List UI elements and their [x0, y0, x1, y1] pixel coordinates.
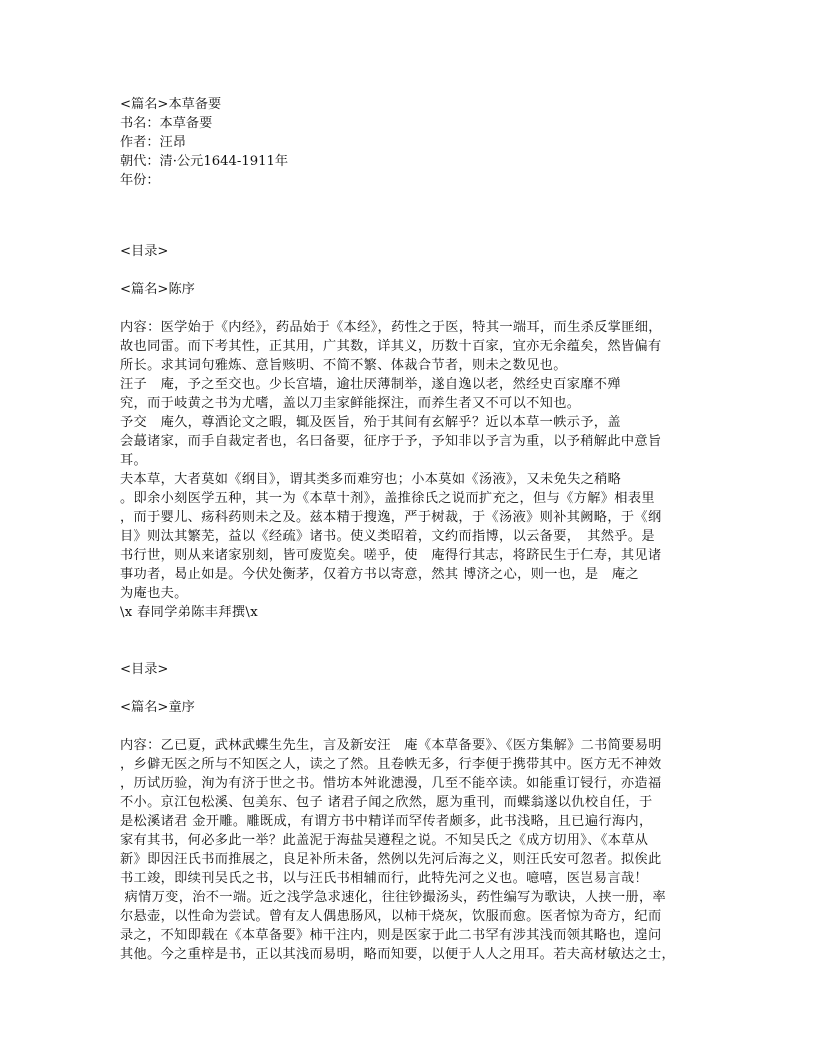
author-line: 作者：汪昂	[120, 135, 186, 150]
text-line: 不小。京江包松溪、包美东、包子 诸君子闻之欣然，愿为重刊，而蝶翁遂以仇校自任，于	[120, 795, 653, 810]
text-line: 是松溪诸君 金开雕。雕既成，有谓方书中精详而罕传者颇多，此书浅略，且已遍行海内，	[120, 814, 653, 829]
text-line: 目》则汰其繁芜，益以《经疏》诸书。使义类昭着，文约而指博，以云备要， 其然乎。是	[120, 529, 655, 544]
text-line: 故也同雷。而下考其性，正其用，广其数，详其义，历数十百家，宜亦无余蕴矣，然皆偏有	[120, 339, 662, 354]
text-line: 予交 庵久，尊酒论文之暇，辄及医旨，殆于其间有玄解乎？近以本草一帙示予，盖	[120, 415, 621, 430]
text-line: 夫本草，大者莫如《纲目》，谓其类多而难穷也；小本莫如《汤液》，又未免失之稍略	[120, 472, 622, 487]
text-line: 新》即因汪氏书而推展之，良足补所未备，然例以先河后海之义，则汪氏安可忽者。拟俟此	[120, 852, 662, 867]
text-line: 尔悬壶，以性命为尝试。曾有友人偶患肠风，以柿干烧灰，饮服而愈。医者惊为奇方，纪而	[120, 909, 662, 924]
section-heading: <篇名>陈序	[120, 282, 195, 297]
text-line: 书行世，则从来诸家别刻，皆可废览矣。嗟乎，使 庵得行其志，将跻民生于仁寿，其见诸	[120, 548, 662, 563]
text-line: 所长。求其词句雅炼、意旨赅明、不简不繁、体裁合节者，则未之数见也。	[120, 358, 567, 373]
text-line: ，历试历验，洵为有济于世之书。惜坊本舛讹漶漫，几至不能卒读。如能重订锓行，亦造福	[120, 776, 662, 791]
text-line: 书工竣，即续刊吴氏之书，以与汪氏书相辅而行，此特先河之义也。噫嘻，医岂易言哉！	[120, 871, 648, 886]
dynasty-line: 朝代：清·公元1644-1911年	[120, 154, 289, 169]
book-name-line: 书名：本草备要	[120, 116, 213, 131]
text-line: 究，而于岐黄之书为尤嗜，盖以刀圭家鲜能探注，而养生者又不可以不知也。	[120, 396, 581, 411]
text-line: 内容：医学始于《内经》，药品始于《本经》，药性之于医，特其一端耳，而生杀反掌匪细，	[120, 320, 662, 335]
signature-line: \x 春同学弟陈丰拜撰\x	[120, 605, 259, 620]
section-heading: <篇名>童序	[120, 700, 195, 715]
title-line: <篇名>本草备要	[120, 97, 222, 112]
toc-marker: <目录>	[120, 244, 169, 259]
text-line: 为庵也夫。	[120, 586, 188, 601]
text-line: 病情万变，治不一端。近之浅学急求速化，往往钞撮汤头，药性编写为歌诀，人挟一册，率	[120, 890, 667, 905]
text-line: 其他。今之重梓是书，正以其浅而易明，略而知要，以便于人人之用耳。若夫高材敏达之士，	[120, 947, 676, 962]
text-line: 。即余小刻医学五种，其一为《本草十剂》，盖推徐氏之说而扩充之，但与《方解》相表里	[120, 491, 655, 506]
year-line: 年份：	[120, 173, 160, 188]
text-line: ，乡僻无医之所与不知医之人，读之了然。且卷帙无多，行李便于携带其中。医方无不神效	[120, 757, 662, 772]
text-line: 家有其书，何必多此一举？此盖泥于海盐吴遵程之说。不知吴氏之《成方切用》、《本草从	[120, 833, 649, 848]
text-line: 录之，不知即载在《本草备要》柿干注内，则是医家于此二书罕有涉其浅而领其略也，遑问	[120, 928, 662, 943]
text-line: 汪子 庵，予之至交也。少长宫墙，逾壮厌薄制举，遂自逸以老，然经史百家靡不殚	[120, 377, 621, 392]
text-line: 事功者，曷止如是。今伏处衡茅，仅着方书以寄意，然其 博济之心，则一也，是 庵之	[120, 567, 639, 582]
toc-marker: <目录>	[120, 662, 169, 677]
text-line: ，而于婴儿、疡科药则未之及。兹本精于搜逸，严于树裁，于《汤液》则补其阙略，于《纲	[120, 510, 662, 525]
text-line: 会蕞诸家，而手自裁定者也，名曰备要，征序于予，予知非以予言为重，以予稍解此中意旨	[120, 434, 662, 449]
text-line: 耳。	[120, 453, 148, 468]
text-line: 内容：乙已夏，武林武蝶生先生，言及新安汪 庵《本草备要》、《医方集解》二书简要易明	[120, 738, 662, 753]
